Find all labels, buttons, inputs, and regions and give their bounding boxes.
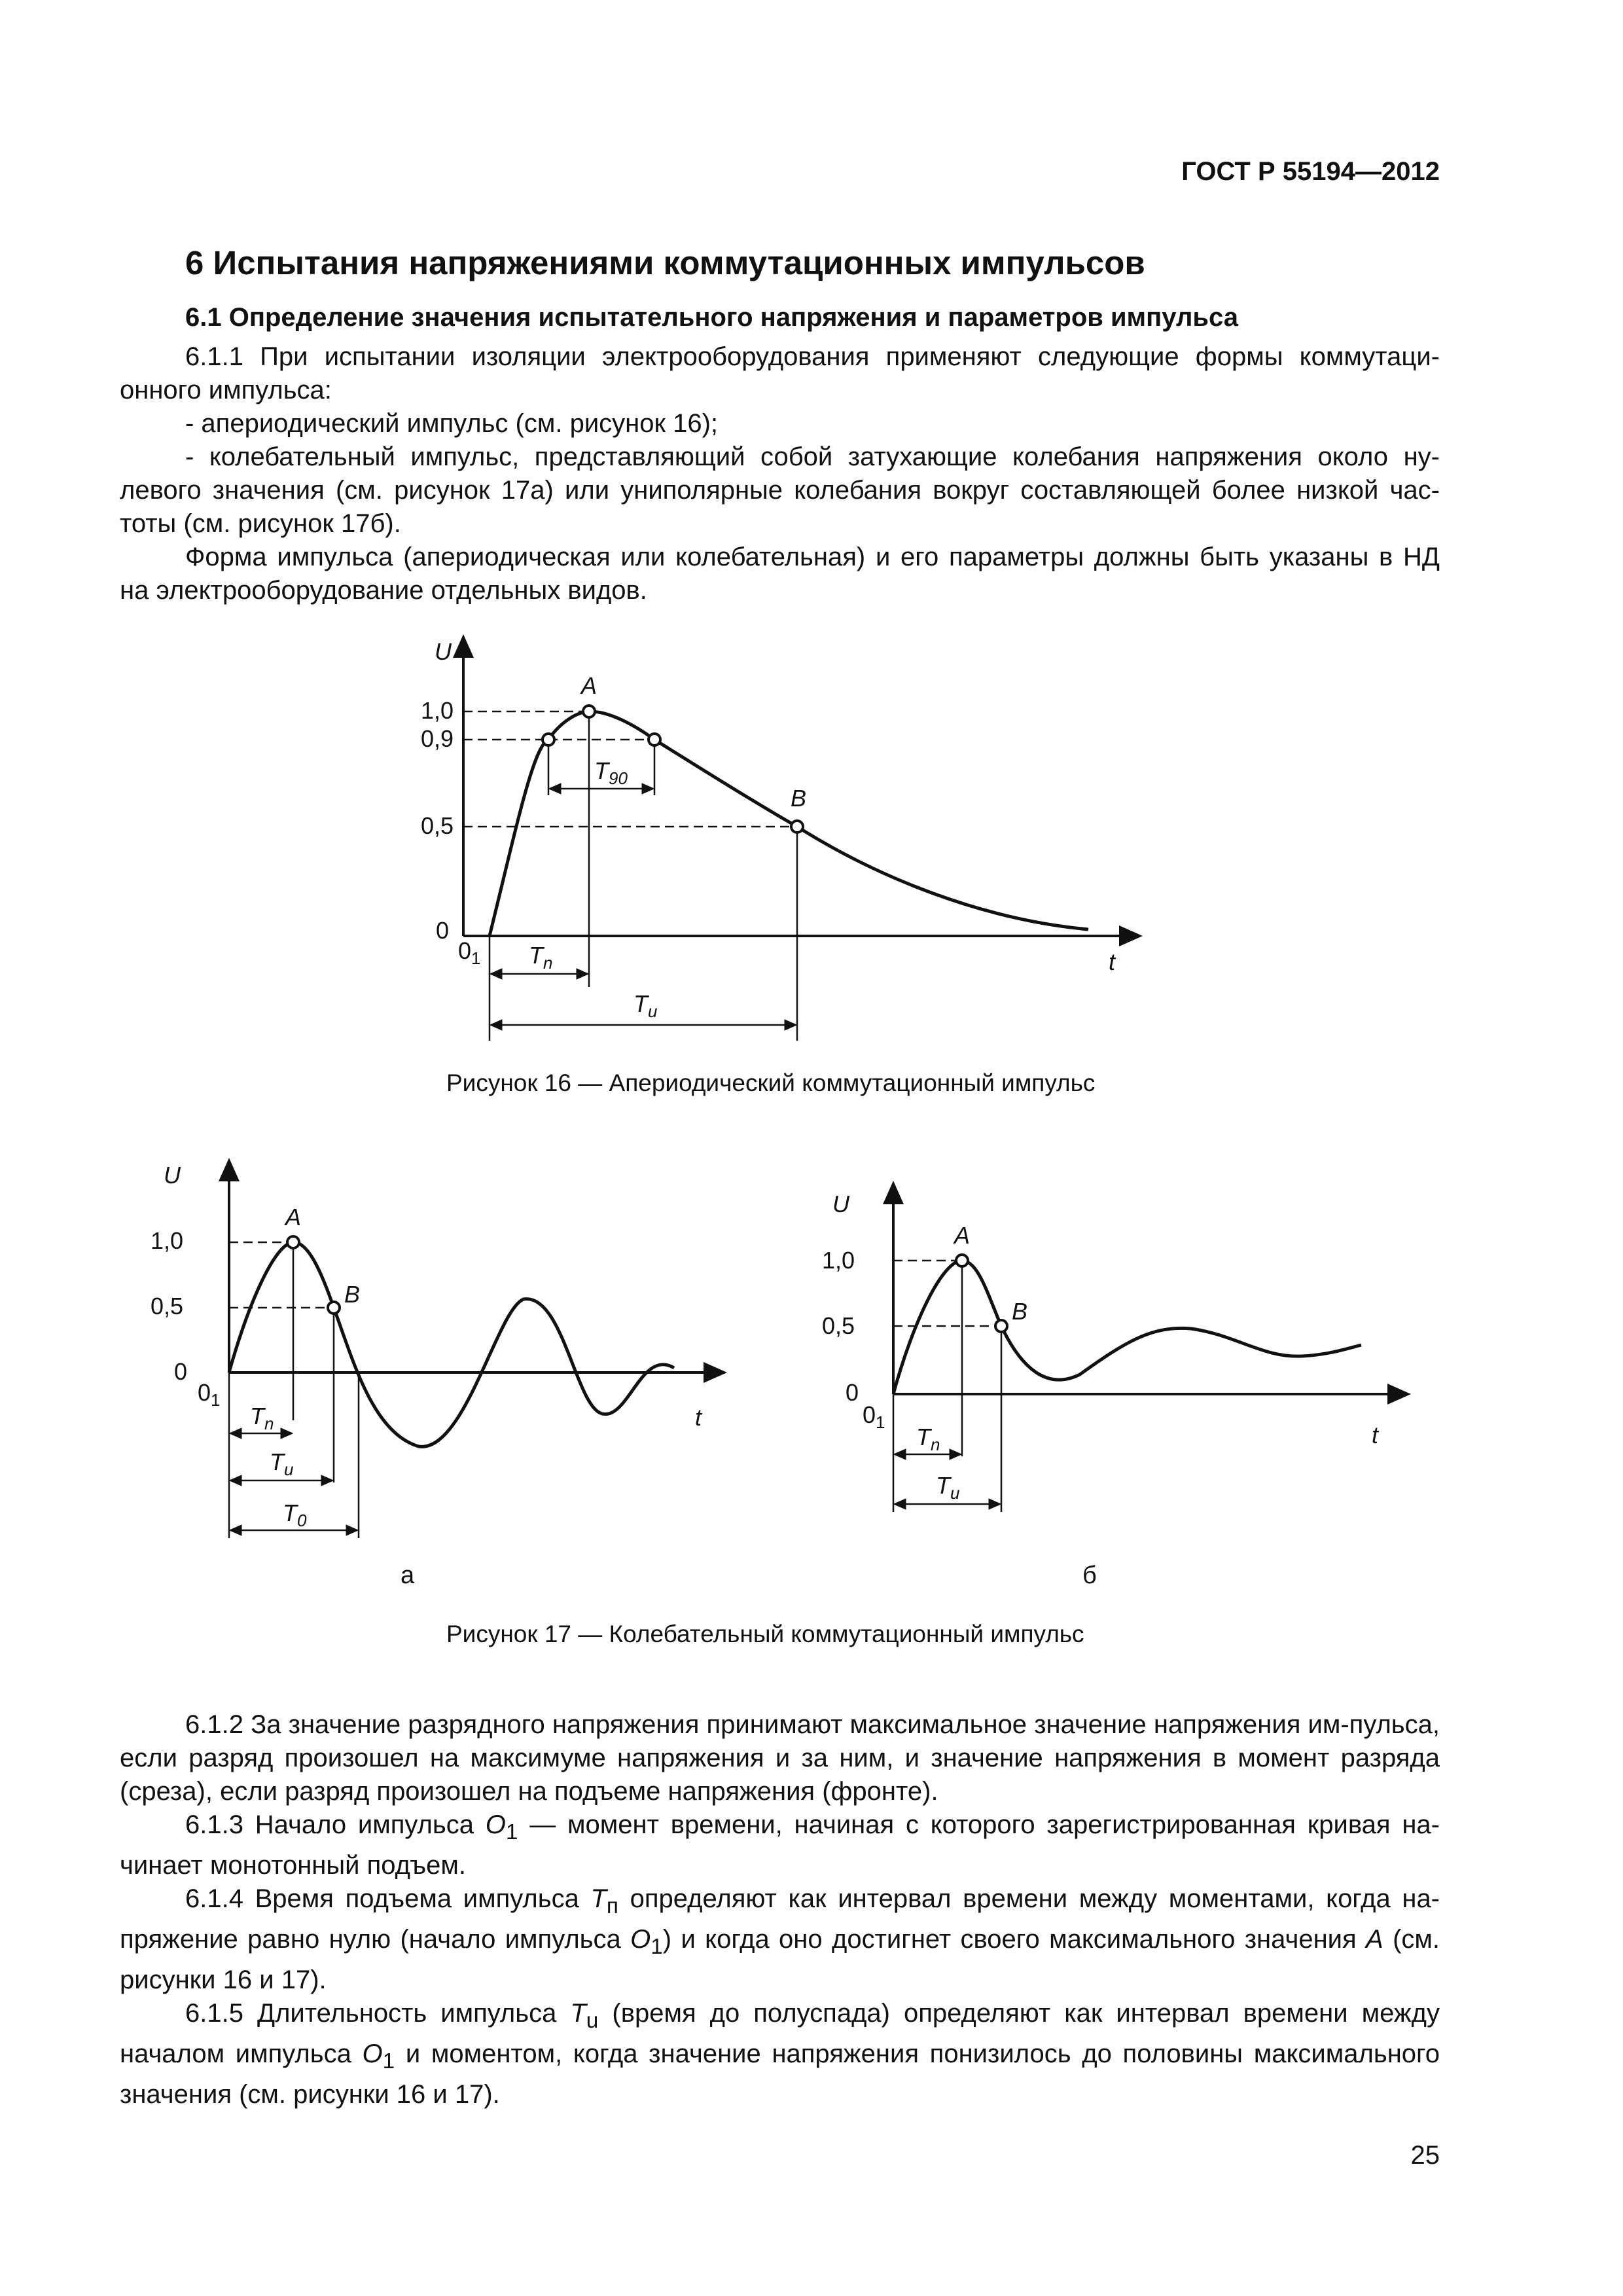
- figure-17a-label: а: [401, 1562, 415, 1589]
- fig16-point-a: [583, 706, 595, 717]
- list-item-aperiodic: - апериодический импульс (см. рисунок 16);: [185, 409, 719, 438]
- fig17b-tn-label: $T_n$: [916, 1424, 940, 1454]
- fig16-point-09-rise: [543, 734, 554, 745]
- page-number: 25: [1410, 2141, 1440, 2170]
- fig17a-guides: [229, 1242, 334, 1308]
- paragraph-6-1-5: 6.1.5 Длительность импульса $T_u$ (время до полуспада) определяют как интервал времени между началом импульса $O_1$ и моментом, когда значение напряжения понизилось до половины максимального значения (см. рисунки 16 и 17).: [120, 1999, 1440, 2109]
- fig17a-tn-label: $T_n$: [250, 1403, 274, 1433]
- fig17a-origin-label: $0_1$: [198, 1379, 221, 1410]
- fig17b-axis-x-label: t: [1372, 1422, 1379, 1448]
- section-title: 6 Испытания напряжениями коммутационных импульсов: [185, 244, 1145, 281]
- fig17b-tu-label: $T_u$: [936, 1472, 960, 1503]
- fig17a-axes: [229, 1168, 717, 1372]
- fig17a-tick-0: 0: [174, 1358, 188, 1385]
- paragraph-6-1-4: 6.1.4 Время подъема импульса $T_п$ определяют как интервал времени между моментами, когда на-пряжение равно нулю (начало импульса $O_1$) и когда оно достигнет своего максимального значения A (см. рисунки 16 и 17).: [120, 1884, 1440, 1994]
- fig16-tn-label: $T_n$: [529, 942, 553, 973]
- fig17a-label-a: A: [285, 1204, 302, 1230]
- fig17b-tick-0: 0: [846, 1379, 859, 1406]
- fig17a-verticals: [229, 1242, 359, 1538]
- subsection-title: 6.1 Определение значения испытательного напряжения и параметров импульса: [185, 303, 1239, 332]
- fig16-tick-0-9: 0,9: [421, 725, 454, 752]
- fig17b-axis-y-label: U: [832, 1191, 849, 1217]
- figure-17-caption: Рисунок 17 — Колебательный коммутационный импульс: [446, 1621, 1084, 1647]
- figure-16-caption: Рисунок 16 — Апериодический коммутационный импульс: [446, 1069, 1096, 1096]
- fig16-label-b: B: [791, 785, 807, 812]
- fig17a-point-b: [328, 1302, 340, 1314]
- fig17a-label-b: B: [344, 1281, 361, 1308]
- list-item-oscillatory: - колебательный импульс, представляющий собой затухающие колебания напряжения около ну-левого значения (см. рисунок 17а) или униполярные колебания вокруг составляющей более низкой час-тоты (см. рисунок 17б).: [120, 442, 1440, 538]
- body-text: [120, 1708, 1440, 2111]
- fig16-point-b: [791, 821, 803, 833]
- fig16-curve: [490, 711, 1088, 936]
- fig17b-label-a: A: [954, 1222, 971, 1249]
- fig16-axis-x-label: t: [1109, 948, 1116, 975]
- paragraph-6-1-1: 6.1.1 При испытании изоляции электрооборудования применяют следующие формы коммутаци-онного импульса:: [120, 342, 1440, 404]
- fig17b-point-b: [995, 1320, 1007, 1332]
- fig17a-tick-0-5: 0,5: [151, 1293, 184, 1319]
- fig17b-point-a: [956, 1255, 968, 1266]
- fig17b-tick-0-5: 0,5: [822, 1312, 855, 1339]
- fig16-t90-label: $T_{90}$: [594, 757, 628, 788]
- fig16-tick-0-5: 0,5: [421, 812, 454, 839]
- fig16-guides: [463, 711, 797, 827]
- paragraph-6-1-3: 6.1.3 Начало импульса $O_1$ — момент времени, начиная с которого зарегистрированная кривая на-чинает монотонный подъем.: [120, 1810, 1440, 1880]
- fig16-origin-label: $0_1$: [458, 937, 481, 968]
- fig17a-axis-x-label: t: [695, 1404, 702, 1431]
- fig17a-tu-label: $T_u$: [270, 1448, 294, 1479]
- fig17b-origin-label: $0_1$: [863, 1401, 885, 1432]
- standard-number: ГОСТ Р 55194—2012: [1181, 157, 1440, 186]
- fig17a-t0-label: $T_0$: [283, 1499, 307, 1530]
- figure-17b-label: б: [1082, 1562, 1097, 1589]
- paragraph-6-1-2: 6.1.2 За значение разрядного напряжения принимают максимальное значение напряжения им-пульса, если разряд произошел на максимуме напряжения и за ним, и значение напряжения в момент разряда (среза), если разряд произошел на подъеме напряжения (фронте).: [120, 1710, 1440, 1806]
- fig17b-tick-1-0: 1,0: [822, 1247, 855, 1274]
- fig16-label-a: A: [581, 672, 597, 699]
- fig16-tick-1-0: 1,0: [421, 697, 454, 724]
- paragraph-form: Форма импульса (апериодическая или колебательная) и его параметры должны быть указаны в НД на электрооборудование отдельных видов.: [120, 543, 1440, 605]
- fig16-tu-label: $T_u$: [633, 990, 658, 1021]
- fig17a-tick-1-0: 1,0: [151, 1227, 184, 1254]
- fig17a-point-a: [287, 1236, 299, 1248]
- fig17a-curve: [229, 1242, 674, 1446]
- fig16-tick-0: 0: [436, 917, 450, 944]
- fig16-axis-y-label: U: [435, 638, 452, 665]
- fig17a-axis-y-label: U: [164, 1162, 181, 1189]
- fig16-point-09-fall: [649, 734, 660, 745]
- fig17b-label-b: B: [1012, 1298, 1028, 1325]
- fig17b-curve: [893, 1261, 1361, 1394]
